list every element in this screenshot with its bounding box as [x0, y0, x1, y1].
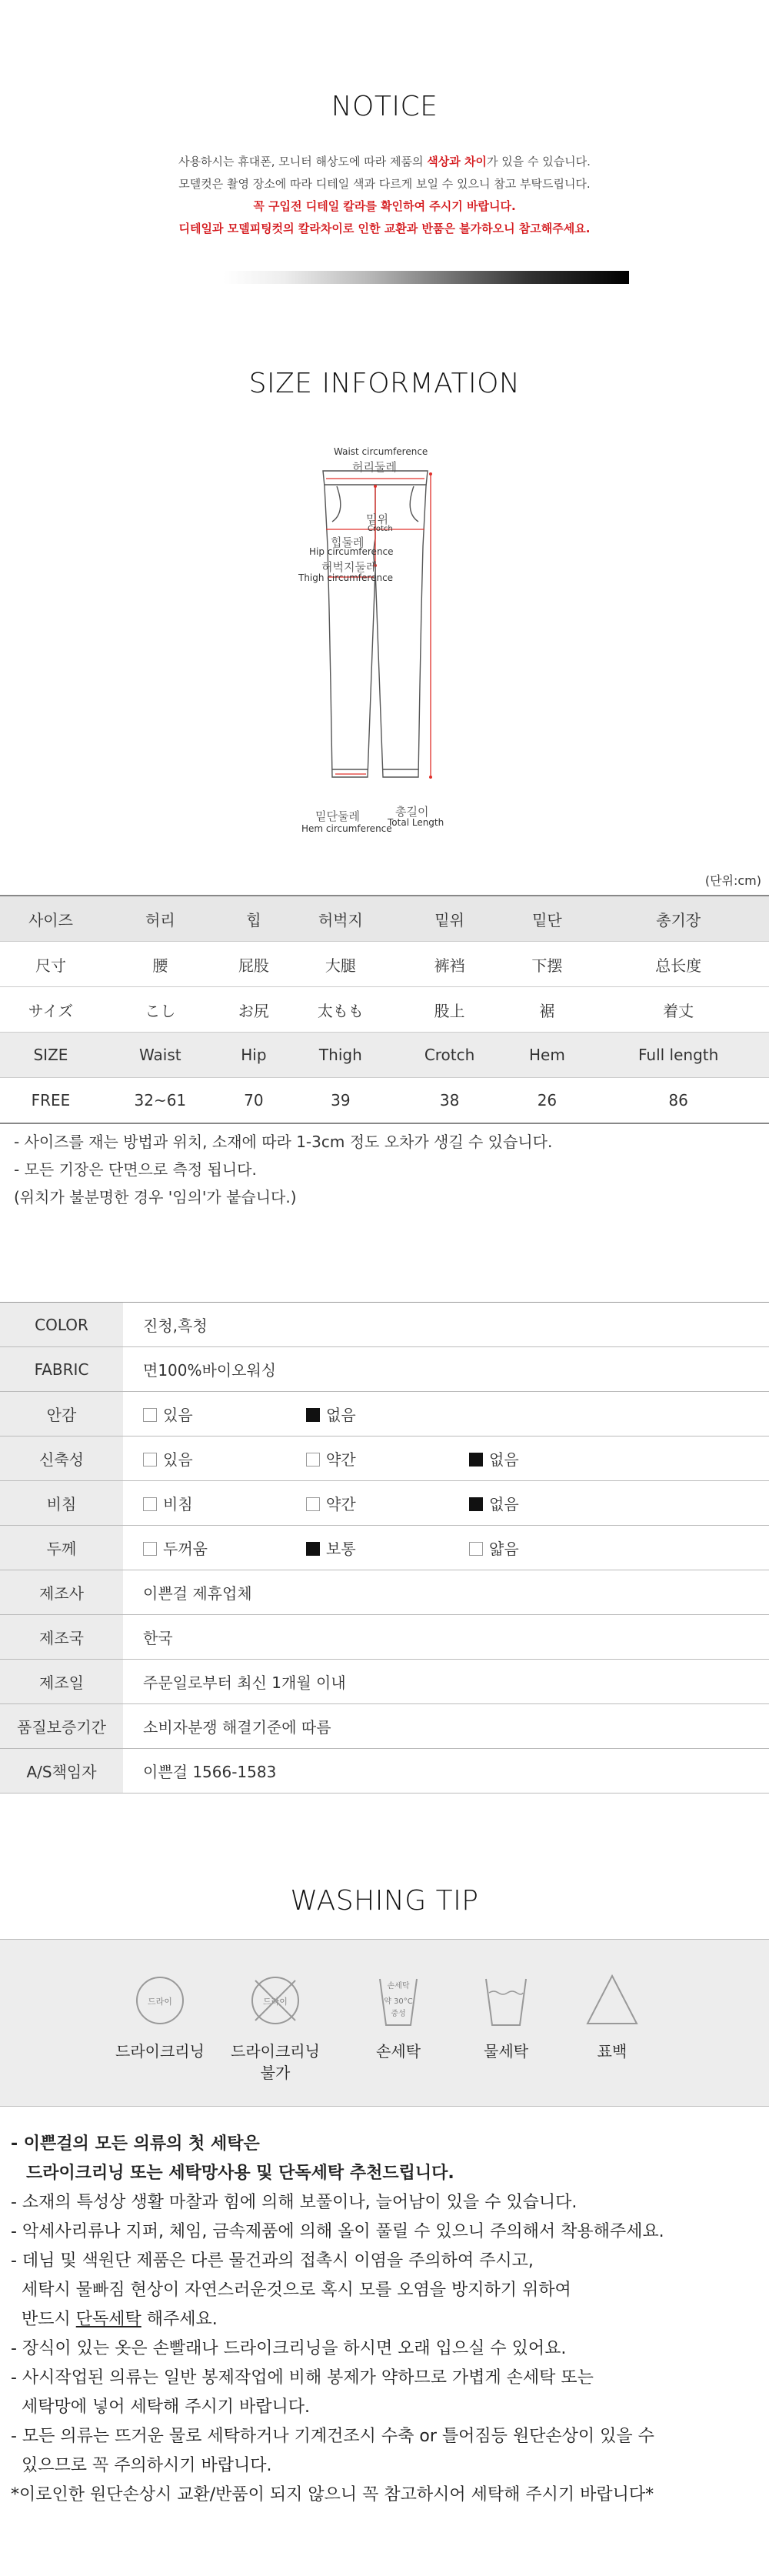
water-wash-icon: [475, 1970, 537, 2031]
country-value: 한국: [123, 1615, 769, 1660]
date-label: 제조일: [0, 1660, 123, 1704]
lining-option: 있음: [143, 1403, 306, 1425]
washing-title: WASHING TIP: [290, 1885, 479, 1917]
hip-ko-label: 힙둘레: [331, 536, 365, 549]
table-row: [0, 1526, 769, 1570]
washing-tips: [11, 2130, 664, 2510]
tip-line: 있으므로 꼭 주의하시기 바랍니다.: [22, 2456, 272, 2475]
sheer-label: 비침: [0, 1481, 123, 1526]
table-row: サイズ こし お尻 太もも 股上 裾 着丈: [0, 987, 769, 1033]
thigh-ko-label: 허벅지둘레: [321, 560, 378, 574]
thickness-option: 얇음: [469, 1537, 632, 1559]
maker-label: 제조사: [0, 1570, 123, 1615]
notice-title: NOTICE: [331, 91, 438, 122]
svg-text:약 30°C: 약 30°C: [384, 1997, 413, 2006]
tip-line: - 모든 의류는 뜨거운 물로 세탁하거나 기계건조시 수축 or 틀어짐등 원단손상이 있을 수: [11, 2427, 654, 2446]
dry-clean-label: 드라이크리닝: [115, 2042, 205, 2060]
table-row: [0, 1570, 769, 1615]
color-value: 진청,흑청: [123, 1303, 769, 1347]
hem-ko-label: 밑단둘레: [315, 809, 360, 823]
no-dry-clean-label: 드라이크리닝 불가: [231, 2042, 320, 2082]
notice-line-1: 사용하시는 휴대폰, 모니터 해상도에 따라 제품의 색상과 차이가 있을 수 있습니다.: [178, 155, 591, 169]
tip-line: - 소재의 특성상 생활 마찰과 힘에 의해 보풀이나, 늘어남이 있을 수 있습니다.: [11, 2193, 578, 2212]
tip-line: - 장식이 있는 옷은 손빨래나 드라이크리닝을 하시면 오래 입으실 수 있어요.: [11, 2339, 567, 2358]
table-row: 사이즈 허리 힙 허벅지 밑위 밑단 총기장: [0, 896, 769, 942]
tip-line: 세탁망에 넣어 세탁해 주시기 바랍니다.: [22, 2397, 310, 2417]
checkbox-checked-icon: [469, 1497, 483, 1511]
color-gradient-bar: [223, 271, 629, 284]
sheer-option: 약간: [306, 1492, 469, 1514]
svg-text:손세탁: 손세탁: [387, 1982, 410, 1990]
svg-text:드라이: 드라이: [263, 1997, 288, 2007]
lining-label: 안감: [0, 1392, 123, 1436]
warranty-value: 소비자분쟁 해결기준에 따름: [123, 1704, 769, 1749]
checkbox-empty-icon: [143, 1542, 157, 1556]
thickness-option: 보통: [306, 1537, 469, 1559]
stretch-option: 없음: [469, 1447, 632, 1470]
tip-line: 드라이크리닝 또는 세탁망사용 및 단독세탁 추천드립니다.: [26, 2164, 454, 2183]
table-row: [0, 1436, 769, 1481]
hand-wash-icon: [368, 1970, 429, 2031]
sheer-option: 비침: [143, 1492, 306, 1514]
pants-outline-icon: [292, 439, 477, 839]
thigh-en-label: Thigh circumference: [298, 572, 394, 583]
bleach-label: 표백: [597, 2042, 628, 2060]
table-row: [0, 1347, 769, 1392]
crotch-ko-label: 밑위: [366, 512, 388, 526]
thickness-options: [123, 1526, 769, 1570]
table-row: FREE 32~61 70 39 38 26 86: [0, 1078, 769, 1124]
fabric-label: FABRIC: [0, 1347, 123, 1392]
tip-line: - 데님 및 색원단 제품은 다른 물건과의 접촉시 이염을 주의하여 주시고,: [11, 2251, 534, 2271]
machine-wash-label: 물세탁: [484, 2042, 528, 2060]
size-note-2: - 모든 기장은 단면으로 측정 됩니다.: [14, 1160, 257, 1179]
color-label: COLOR: [0, 1303, 123, 1347]
tip-line: *이로인한 원단손상시 교환/반품이 되지 않으니 꼭 참고하시어 세탁해 주시기 바랍니다*: [11, 2485, 654, 2504]
checkbox-empty-icon: [306, 1453, 320, 1467]
table-row: [0, 1481, 769, 1526]
sheer-option: 없음: [469, 1492, 632, 1514]
checkbox-checked-icon: [469, 1453, 483, 1467]
notice-line-2: 모델컷은 촬영 장소에 따라 디테일 색과 다르게 보일 수 있으니 참고 부탁드립니다.: [178, 177, 591, 191]
notice-highlight: 색상과 차이: [427, 155, 487, 169]
tip-line: - 사시작업된 의류는 일반 봉제작업에 비해 봉제가 약하므로 가볍게 손세탁 또는: [11, 2368, 594, 2387]
crotch-en-label: Crotch: [368, 525, 393, 533]
dry-clean-icon: [129, 1970, 191, 2031]
svg-text:중성: 중성: [391, 2010, 406, 2018]
table-row: [0, 1392, 769, 1436]
hip-en-label: Hip circumference: [309, 546, 394, 557]
fabric-value: 면100%바이오워싱: [123, 1347, 769, 1392]
checkbox-checked-icon: [306, 1542, 320, 1556]
table-row: [0, 1704, 769, 1749]
unit-label: (단위:cm): [704, 873, 761, 888]
pants-size-diagram: [292, 439, 477, 839]
checkbox-empty-icon: [143, 1408, 157, 1422]
lining-options: [123, 1392, 769, 1436]
tip-line: - 악세사리류나 지퍼, 체임, 금속제품에 의해 올이 풀릴 수 있으니 주의해서 착용해주세요.: [11, 2222, 664, 2241]
tip-line: 세탁시 물빠짐 현상이 자연스러운것으로 혹시 모를 오염을 방지하기 위하여: [22, 2281, 571, 2300]
tip-line: - 이쁜걸의 모든 의류의 첫 세탁은: [11, 2134, 260, 2154]
hand-wash-label: 손세탁: [376, 2042, 421, 2060]
tip-line: 반드시 단독세탁 해주세요.: [22, 2310, 218, 2329]
checkbox-empty-icon: [469, 1542, 483, 1556]
hem-en-label: Hem circumference: [301, 823, 392, 834]
no-dry-clean-item: [221, 1970, 329, 2084]
bleach-triangle-icon: [581, 1970, 643, 2031]
checkbox-empty-icon: [143, 1453, 157, 1467]
stretch-option: 약간: [306, 1447, 469, 1470]
table-row: [0, 1749, 769, 1794]
stretch-option: 있음: [143, 1447, 306, 1470]
hand-wash-item: [345, 1970, 452, 2062]
checkbox-empty-icon: [306, 1497, 320, 1511]
warranty-label: 품질보증기간: [0, 1704, 123, 1749]
date-value: 주문일로부터 최신 1개월 이내: [123, 1660, 769, 1704]
bleach-item: [558, 1970, 666, 2062]
dry-clean-item: [106, 1970, 214, 2062]
maker-value: 이쁜걸 제휴업체: [123, 1570, 769, 1615]
table-row: 尺寸 腰 屁股 大腿 裤裆 下摆 总长度: [0, 942, 769, 987]
lining-option: 없음: [306, 1403, 469, 1425]
notice-line-3: 꼭 구입전 디테일 칼라를 확인하여 주시기 바랍니다.: [253, 199, 516, 213]
size-note-1: - 사이즈를 재는 방법과 위치, 소재에 따라 1-3cm 정도 오차가 생길 수 있습니다.: [14, 1133, 553, 1151]
stretch-label: 신축성: [0, 1436, 123, 1481]
table-row: [0, 1303, 769, 1347]
notice-line-4: 디테일과 모델피팅컷의 칼라차이로 인한 교환과 반품은 불가하오니 참고해주세요.: [178, 222, 591, 235]
stretch-options: [123, 1436, 769, 1481]
as-label: A/S책임자: [0, 1749, 123, 1794]
waist-ko-label: 허리둘레: [352, 460, 397, 474]
size-info-title: SIZE INFORMATION: [248, 368, 521, 399]
checkbox-checked-icon: [306, 1408, 320, 1422]
country-label: 제조국: [0, 1615, 123, 1660]
table-row: SIZE Waist Hip Thigh Crotch Hem Full length: [0, 1033, 769, 1078]
table-row: [0, 1660, 769, 1704]
table-row: [0, 1615, 769, 1660]
thickness-option: 두꺼움: [143, 1537, 306, 1559]
checkbox-empty-icon: [143, 1497, 157, 1511]
svg-text:드라이: 드라이: [148, 1997, 172, 2007]
sheer-options: [123, 1481, 769, 1526]
spec-table: [0, 1302, 769, 1794]
length-en-label: Total Length: [388, 817, 444, 828]
size-note-3: (위치가 불분명한 경우 '임의'가 붙습니다.): [14, 1188, 297, 1206]
length-ko-label: 총길이: [395, 805, 429, 819]
waist-en-label: Waist circumference: [334, 446, 428, 457]
machine-wash-item: [452, 1970, 560, 2062]
no-dry-clean-icon: [245, 1970, 306, 2031]
as-value: 이쁜걸 1566-1583: [123, 1749, 769, 1794]
thickness-label: 두께: [0, 1526, 123, 1570]
size-table: [0, 895, 769, 1124]
notice-text: [0, 151, 769, 240]
size-notes: [14, 1128, 552, 1211]
